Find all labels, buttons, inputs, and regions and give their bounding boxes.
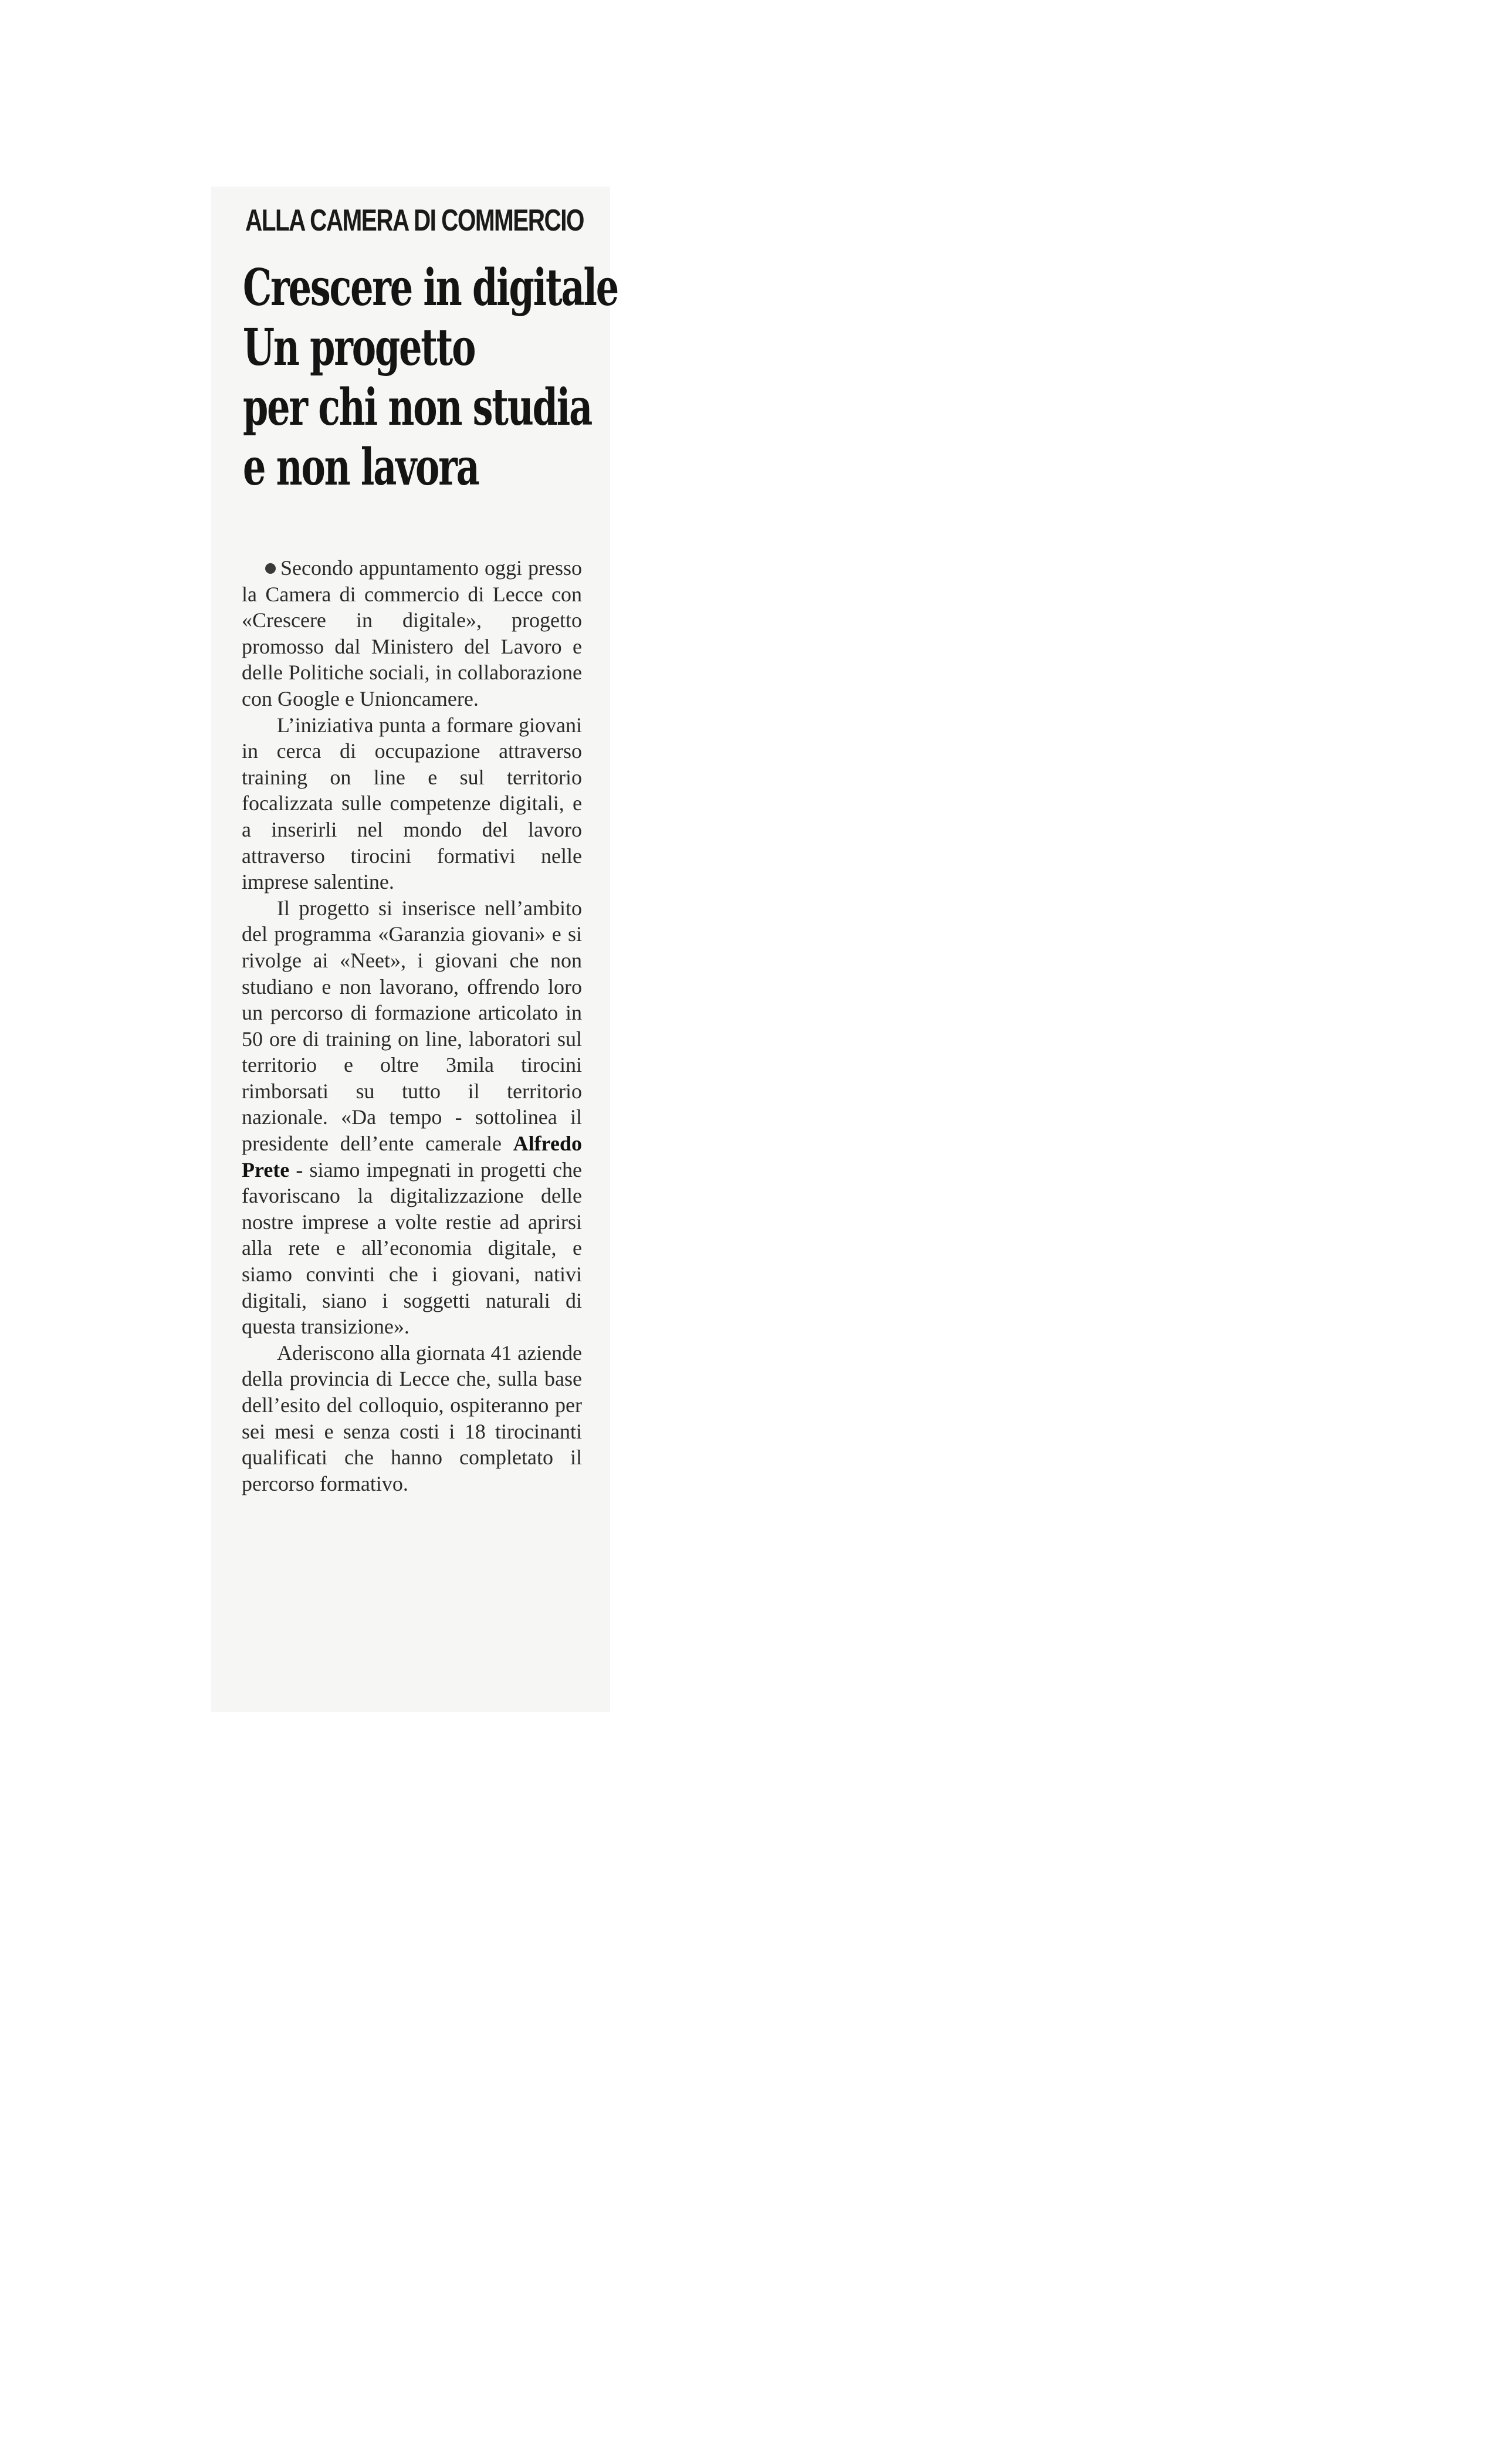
paragraph-1-text: Secondo appuntamento oggi presso la Camera di commercio di Lecce con «Crescere in digitale», progetto promosso dal Ministero del Lavoro e delle Politiche sociali, in collaborazione con Google e Unioncamere.: [242, 556, 582, 710]
paragraph-3: [242, 895, 582, 1340]
person-name: Alfredo Prete: [242, 1132, 582, 1182]
headline-line-3: per chi non studia: [243, 378, 592, 437]
paragraph-3-text-start: Il progetto si inserisce nell’ambito del programma «Garanzia giovani» e si rivolge ai «Neet», i giovani che non studiano e non lavorano, offrendo loro un percorso di formazione articolato in 50 ore di training on line, laboratori sul territorio e oltre 3mila tirocini rimborsati su tutto il territorio nazionale. «Da tempo - sottolinea il presidente dell’ente camerale: [242, 896, 582, 1156]
paragraph-1: [242, 555, 582, 712]
paragraph-4: Aderiscono alla giornata 41 aziende della provincia di Lecce che, sulla base dell’esito del colloquio, ospiteranno per sei mesi e senza costi i 18 tirocinanti qualificati che hanno completato il percorso formativo.: [242, 1341, 582, 1495]
article-body: [242, 555, 582, 1497]
bullet-dot-icon: [265, 563, 276, 574]
paragraph-2: L’iniziativa punta a formare giovani in cerca di occupazione attraverso training on line e sul territorio focalizzata sulle competenze digitali, e a inserirli nel mondo del lavoro attraverso tirocini formativi nelle imprese salentine.: [242, 713, 582, 894]
paragraph-3-text-end: - siamo impegnati in progetti che favoriscano la digitalizzazione delle nostre imprese a volte restie ad aprirsi alla rete e all’economia digitale, e siamo convinti che i giovani, nativi digitali, siano i soggetti naturali di questa transizione».: [242, 1157, 582, 1339]
headline-line-4: e non lavora: [243, 438, 479, 497]
article-kicker: ALLA CAMERA DI COMMERCIO: [245, 204, 584, 238]
headline-line-1: Crescere in digitale: [243, 258, 618, 317]
article-headline: [243, 258, 618, 497]
headline-line-2: Un progetto: [243, 318, 475, 377]
